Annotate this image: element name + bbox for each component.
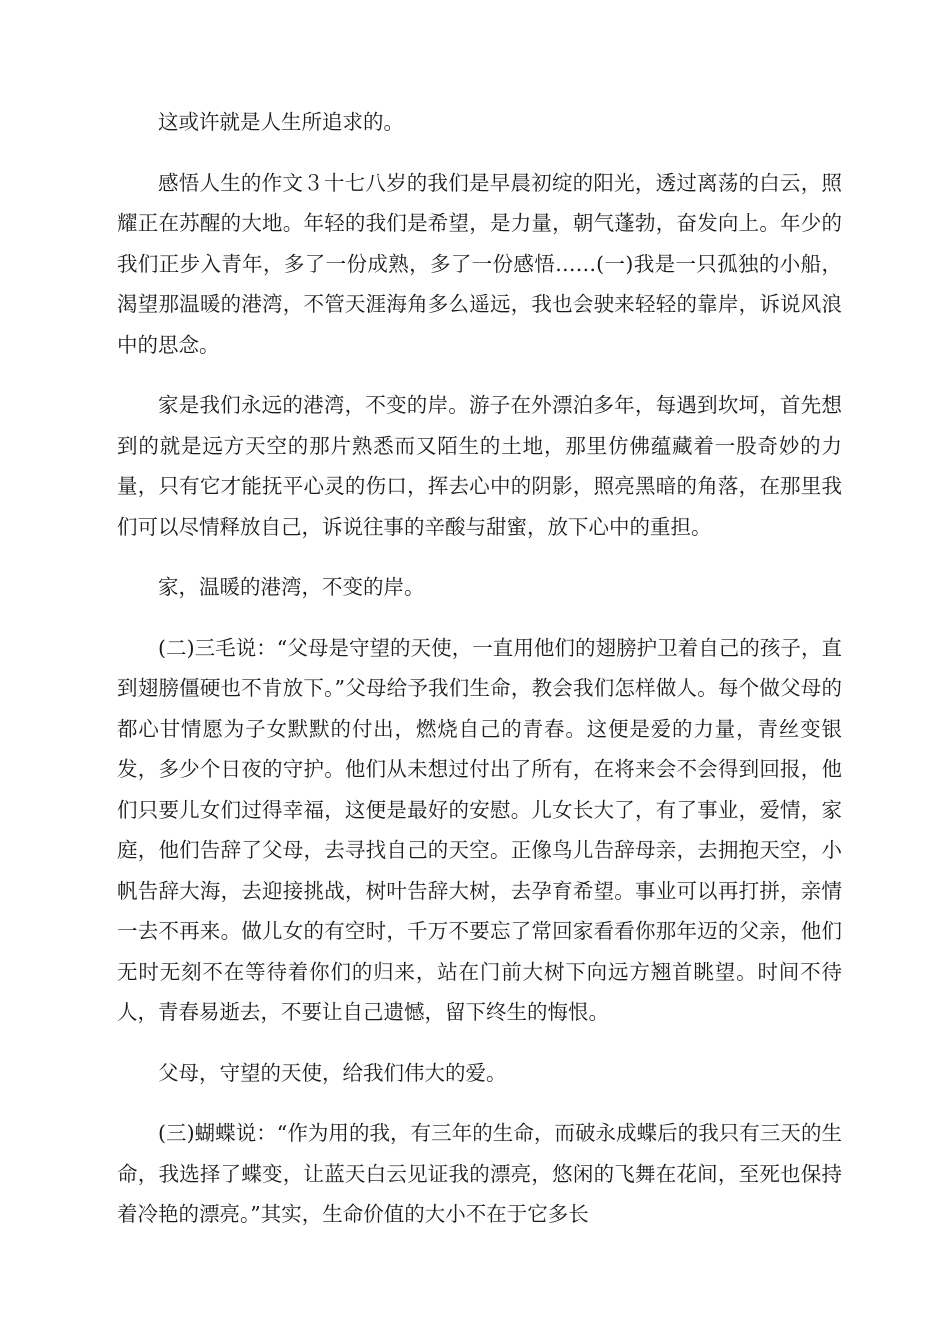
paragraph-6: 父母，守望的天使，给我们伟大的爱。 [158,1060,507,1085]
document-body [117,102,842,1255]
paragraph-7: (三)蝴蝶说：“作为用的我，有三年的生命，而破永成蝶后的我只有三天的生命，我选择了蝶变，让蓝天白云见证我的漂亮，悠闲的飞舞在花间，至死也保持着冷艳的漂亮。”其实，生命价值的大小不在于它多长 [117,1121,842,1226]
paragraph-4: 家，温暖的港湾，不变的岸。 [158,575,425,599]
paragraph-2: 感悟人生的作文３十七八岁的我们是早晨初绽的阳光，透过离荡的白云，照耀正在苏醒的大地。年轻的我们是希望，是力量，朝气蓬勃，奋发向上。年少的我们正步入青年，多了一份成熟，多了一份感悟……(一)我是一只孤独的小船，渴望那温暖的港湾，不管天涯海角多么遥远，我也会驶来轻轻的靠岸，诉说风浪中的思念。 [117,170,842,357]
paragraph-1: 这或许就是人生所追求的。 [158,110,404,134]
paragraph-3: 家是我们永远的港湾，不变的岸。游子在外漂泊多年，每遇到坎坷，首先想到的就是远方天空的那片熟悉而又陌生的土地，那里仿佛蕴藏着一股奇妙的力量，只有它才能抚平心灵的伤口，挥去心中的阴影，照亮黑暗的角落，在那里我们可以尽情释放自己，诉说往事的辛酸与甜蜜，放下心中的重担。 [117,393,842,539]
paragraph-5: (二)三毛说：“父母是守望的天使，一直用他们的翅膀护卫着自己的孩子，直到翅膀僵硬也不肯放下。”父母给予我们生命，教会我们怎样做人。每个做父母的都心甘情愿为子女默默的付出，燃烧自己的青春。这便是爱的力量，青丝变银发，多少个日夜的守护。他们从未想过付出了所有，在将来会不会得到回报，他们只要儿女们过得幸福，这便是最好的安慰。儿女长大了，有了事业，爱情，家庭，他们告辞了父母，去寻找自己的天空。正像鸟儿告辞母亲，去拥抱天空，小帆告辞大海，去迎接挑战，树叶告辞大树，去孕育希望。事业可以再打拼，亲情一去不再来。做儿女的有空时，千万不要忘了常回家看看你那年迈的父亲，他们无时无刻不在等待着你们的归来，站在门前大树下向远方翘首眺望。时间不待人，青春易逝去，不要让自己遗憾，留下终生的悔恨。 [117,635,842,1024]
